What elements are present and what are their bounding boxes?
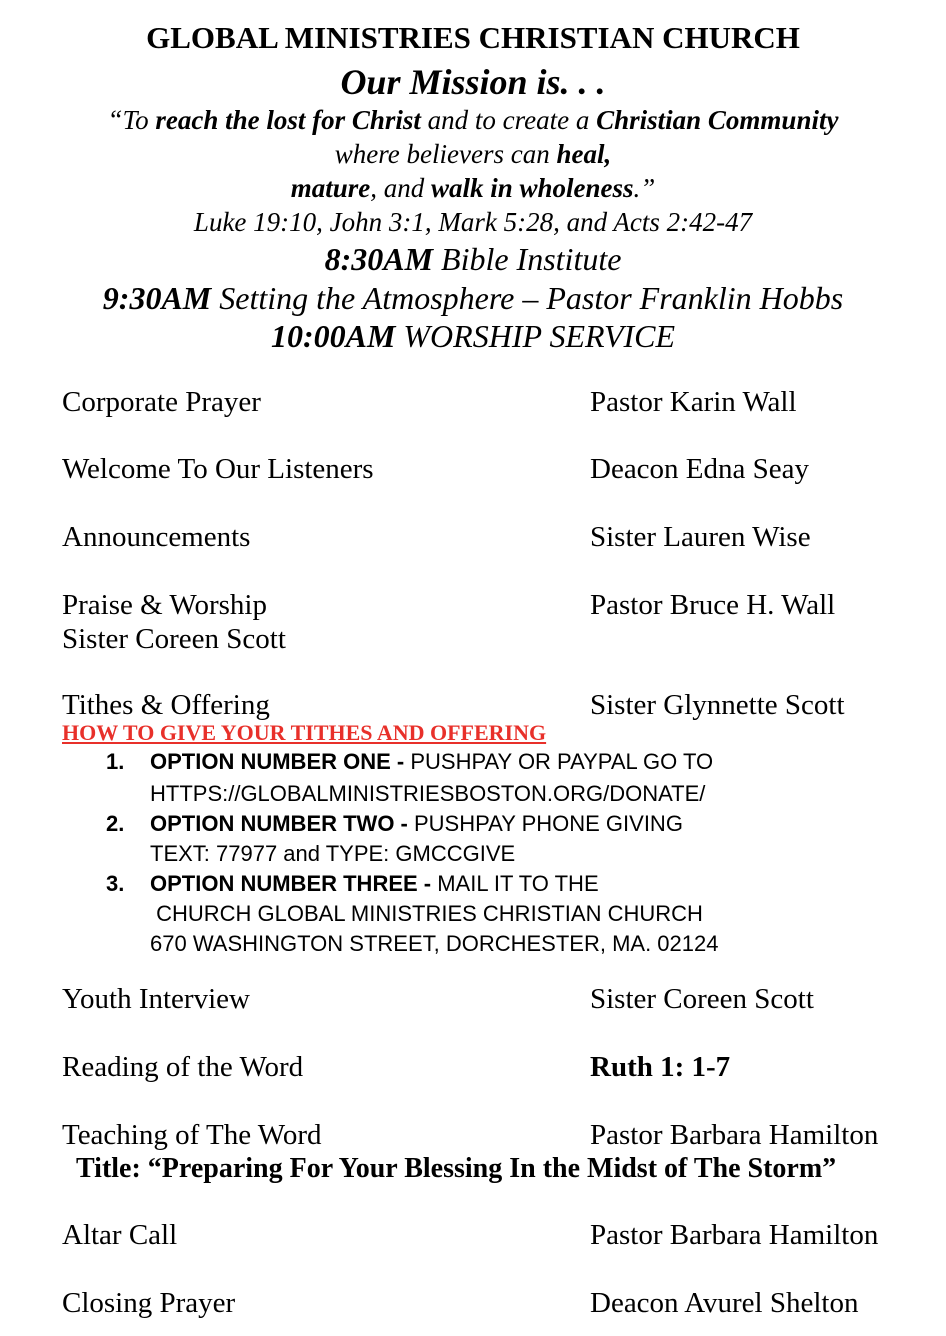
program-leader: Pastor Karin Wall [590, 386, 797, 418]
program-leader: Pastor Barbara Hamilton [590, 1219, 879, 1251]
program-leader: Deacon Edna Seay [590, 453, 810, 485]
scripture-reading: Ruth 1: 1-7 [590, 1051, 731, 1083]
program-item: Corporate Prayer [62, 386, 261, 418]
program-leader: Sister Coreen Scott [590, 983, 814, 1015]
program-item: Altar Call [62, 1219, 178, 1251]
giving-heading: HOW TO GIVE YOUR TITHES AND OFFERING [62, 720, 547, 745]
church-name: GLOBAL MINISTRIES CHRISTIAN CHURCH [146, 20, 800, 55]
option-line: OPTION NUMBER THREE - MAIL IT TO THE [150, 871, 599, 896]
program-item: Reading of the Word [62, 1051, 304, 1083]
mailing-address: 670 WASHINGTON STREET, DORCHESTER, MA. 02124 [150, 931, 719, 956]
program-item: Teaching of The Word [62, 1119, 322, 1151]
program-item: Closing Prayer [62, 1287, 236, 1319]
option-line: OPTION NUMBER ONE - PUSHPAY OR PAYPAL GO TO [150, 749, 714, 774]
program-leader: Sister Glynnette Scott [590, 689, 845, 721]
mission-scripture: Luke 19:10, John 3:1, Mark 5:28, and Acts 2:42-47 [193, 207, 753, 237]
option-line-2: TEXT: 77977 and TYPE: GMCCGIVE [150, 841, 516, 866]
option-number: 2. [106, 811, 125, 836]
schedule-bible-institute: 8:30AM Bible Institute [324, 241, 622, 277]
mission-statement-line-2: where believers can heal, [334, 139, 612, 169]
option-line: OPTION NUMBER TWO - PUSHPAY PHONE GIVING [150, 811, 683, 836]
program-item: Welcome To Our Listeners [62, 453, 374, 485]
program-item: Youth Interview [62, 983, 250, 1015]
option-number: 3. [106, 871, 125, 896]
program-leader: Pastor Bruce H. Wall [590, 589, 836, 621]
sermon-title: Title: “Preparing For Your Blessing In the Midst of The Storm” [76, 1153, 837, 1184]
mission-statement-line-3: mature, and walk in wholeness.” [290, 173, 656, 203]
program-leader: Sister Lauren Wise [590, 521, 811, 553]
option-number: 1. [106, 749, 125, 774]
program-item: Praise & Worship [62, 589, 267, 621]
schedule-setting-atmosphere: 9:30AM Setting the Atmosphere – Pastor Franklin Hobbs [102, 280, 844, 316]
program-leader: Deacon Avurel Shelton [590, 1287, 859, 1319]
program-item-extra: Sister Coreen Scott [62, 623, 286, 655]
program-item: Announcements [62, 521, 251, 553]
option-line-2: CHURCH GLOBAL MINISTRIES CHRISTIAN CHURCH [150, 901, 703, 926]
mission-statement-line-1: “To reach the lost for Christ and to create a Christian Community [107, 105, 839, 135]
mission-heading: Our Mission is. . . [340, 62, 606, 102]
program-item: Tithes & Offering [62, 689, 270, 721]
schedule-worship-service: 10:00AM WORSHIP SERVICE [270, 318, 676, 354]
program-leader: Pastor Barbara Hamilton [590, 1119, 879, 1151]
donate-url: HTTPS://GLOBALMINISTRIESBOSTON.ORG/DONATE/ [150, 781, 706, 806]
